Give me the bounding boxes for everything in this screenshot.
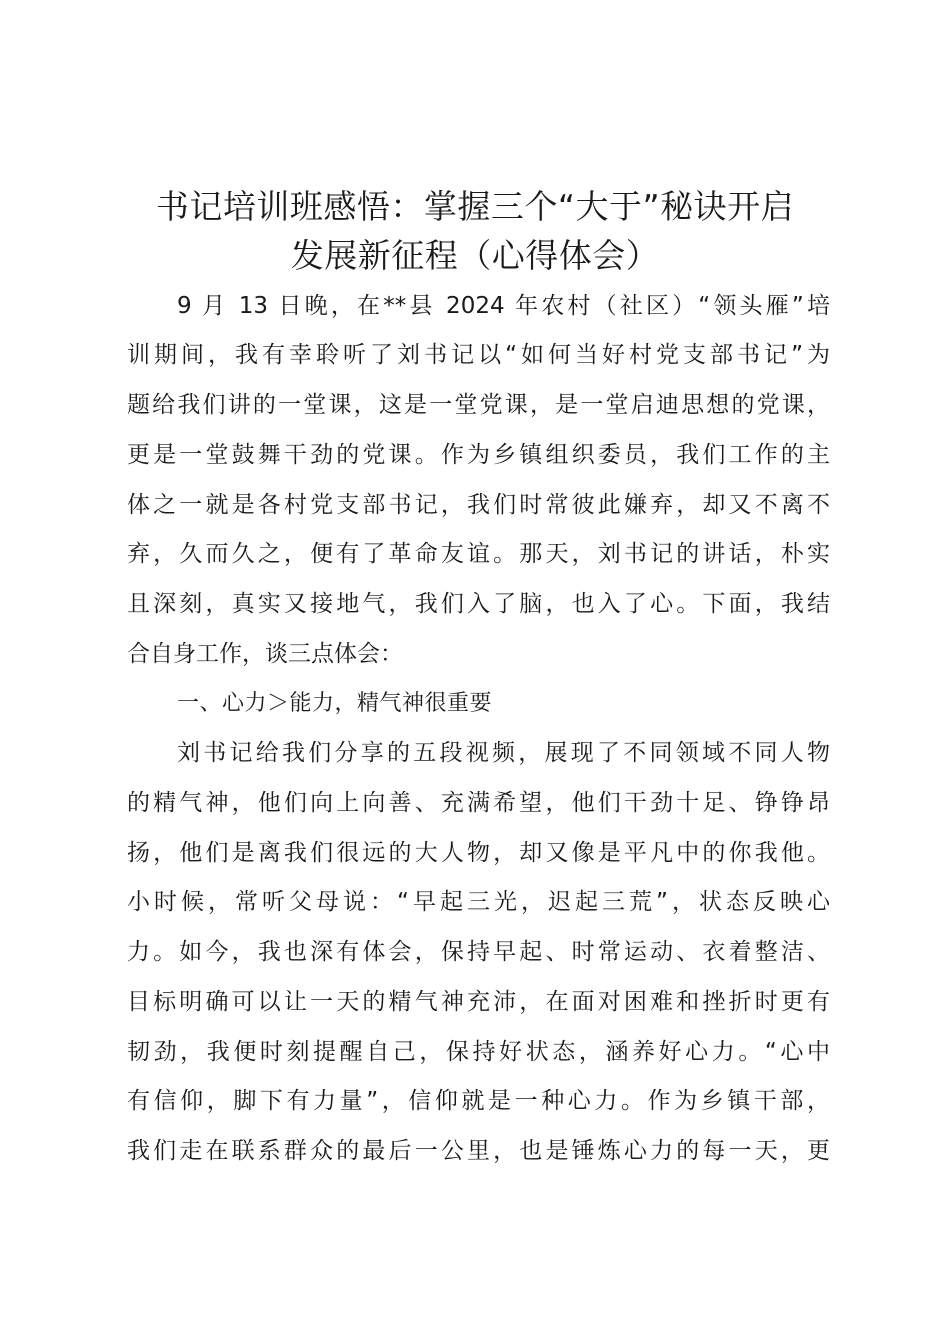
paragraph-1-line-6: 弃，久而久之，便有了革命友谊。那天，刘书记的讲话，朴实 — [127, 541, 830, 567]
paragraph-2-line-3: 扬，他们是离我们很远的大人物，却又像是平凡中的你我他。 — [127, 840, 830, 866]
paragraph-1-line-1: 9 月 13 日晚，在**县 2024 年农村（社区）“领头雁”培 — [177, 293, 830, 319]
paragraph-1-line-2: 训期间，我有幸聆听了刘书记以“如何当好村党支部书记”为 — [127, 342, 830, 368]
paragraph-2-line-2: 的精气神，他们向上向善、充满希望，他们干劲十足、铮铮昂 — [127, 790, 830, 816]
paragraph-2-line-8: 有信仰，脚下有力量”，信仰就是一种心力。作为乡镇干部， — [127, 1088, 830, 1114]
document-title-line-2: 发展新征程（心得体会） — [290, 236, 660, 275]
paragraph-1-line-5: 体之一就是各村党支部书记，我们时常彼此嫌弃，却又不离不 — [127, 492, 830, 518]
section-heading: 一、心力＞能力，精气神很重要 — [177, 691, 493, 716]
paragraph-1-line-8: 合自身工作，谈三点体会： — [127, 641, 403, 667]
paragraph-2-line-4: 小时候，常听父母说：“早起三光，迟起三荒”，状态反映心 — [127, 889, 830, 915]
paragraph-1-line-3: 题给我们讲的一堂课，这是一堂党课，是一堂启迪思想的党课， — [127, 392, 830, 418]
paragraph-2-line-7: 韧劲，我便时刻提醒自己，保持好状态，涵养好心力。“心中 — [127, 1039, 830, 1065]
document-title-line-1: 书记培训班感悟：掌握三个“大于”秘诀开启 — [155, 187, 795, 226]
paragraph-2-line-5: 力。如今，我也深有体会，保持早起、时常运动、衣着整洁、 — [127, 939, 830, 965]
paragraph-2-line-9: 我们走在联系群众的最后一公里，也是锤炼心力的每一天，更 — [127, 1138, 830, 1164]
paragraph-2-line-6: 目标明确可以让一天的精气神充沛，在面对困难和挫折时更有 — [127, 989, 830, 1015]
paragraph-1-line-7: 且深刻，真实又接地气，我们入了脑，也入了心。下面，我结 — [127, 591, 830, 617]
paragraph-1-line-4: 更是一堂鼓舞干劲的党课。作为乡镇组织委员，我们工作的主 — [127, 442, 830, 468]
paragraph-2-line-1: 刘书记给我们分享的五段视频，展现了不同领域不同人物 — [177, 740, 830, 766]
